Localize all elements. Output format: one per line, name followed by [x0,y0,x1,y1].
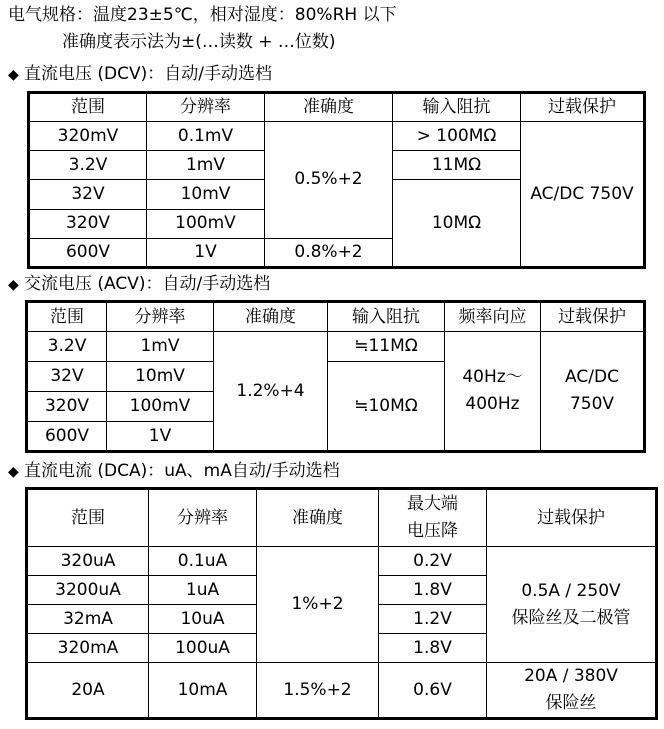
diamond-bullet-icon: ◆ [8,67,19,83]
dcv-range: 320mV [29,122,147,151]
dca-drop: 0.2V [379,547,487,576]
dcv-heading [8,63,272,86]
dcv-range: 32V [29,180,147,209]
dcv-res: 1mV [147,151,265,180]
dca-res: 10uA [149,605,257,634]
acv-acc: 1.2%+4 [214,332,328,452]
dca-header-drop-line1: 最大端 [407,494,458,514]
dcv-header-res: 分辨率 [147,93,265,122]
dcv-res: 0.1mV [147,122,265,151]
dca-res: 0.1uA [149,547,257,576]
dca-drop: 1.8V [379,576,487,605]
acv-header-overload: 过载保护 [541,302,645,332]
dca-res: 100uA [149,634,257,663]
dca-overload-a-line1: 0.5A / 250V [521,580,621,601]
dca-res: 10mA [149,663,257,719]
dca-overload-b-line1: 20A / 380V [524,666,618,686]
acv-table [25,300,646,453]
dca-drop: 0.6V [379,663,487,719]
acv-range: 3.2V [27,332,107,362]
diamond-bullet-icon: ◆ [8,277,19,293]
acv-imp-a: ≒11MΩ [328,332,445,362]
diamond-bullet-icon: ◆ [8,464,19,480]
acv-header-range: 范围 [27,302,107,332]
dcv-acc-a: 0.5%+2 [265,122,393,239]
dca-acc-a: 1%+2 [257,547,379,663]
acv-header-freq: 频率向应 [445,302,541,332]
dcv-header-overload: 过载保护 [521,93,645,122]
dca-res: 1uA [149,576,257,605]
dca-range: 320uA [27,547,149,576]
dcv-range: 320V [29,209,147,238]
acv-imp-b: ≒10MΩ [328,362,445,452]
dca-acc-b: 1.5%+2 [257,663,379,719]
dca-header-drop-line2: 电压降 [407,521,458,541]
dcv-imp-b: 11MΩ [393,151,521,180]
dca-table [25,487,658,720]
acv-res: 100mV [107,392,214,422]
dcv-table [27,91,646,269]
acv-freq [445,332,541,452]
dcv-header-imp: 输入阻抗 [393,93,521,122]
dca-drop: 1.2V [379,605,487,634]
acv-res: 1mV [107,332,214,362]
acv-freq-line2: 400Hz [465,394,520,414]
dca-range: 3200uA [27,576,149,605]
dca-header-drop [379,489,487,547]
dca-header-res: 分辨率 [149,489,257,547]
dcv-range: 3.2V [29,151,147,180]
dca-drop: 1.8V [379,634,487,663]
acv-res: 10mV [107,362,214,392]
dcv-res: 1V [147,238,265,267]
dcv-header-acc: 准确度 [265,93,393,122]
dca-heading [8,460,340,483]
dcv-imp-a: > 100MΩ [393,122,521,151]
acv-heading [8,273,270,296]
dca-overload-a [487,547,657,663]
dcv-range: 600V [29,238,147,267]
acv-res: 1V [107,422,214,452]
dca-header-acc: 准确度 [257,489,379,547]
acv-header-imp: 输入阻抗 [328,302,445,332]
dca-overload-b [487,663,657,719]
dcv-title: 直流电压 (DCV)：自动/手动选档 [24,64,272,84]
dca-overload-b-line2: 保险丝 [545,693,597,713]
spec-line-2: 准确度表示法为±(…读数 + …位数) [62,32,336,52]
acv-overload-line1: AC/DC [565,367,619,387]
dcv-acc-b: 0.8%+2 [265,238,393,267]
dcv-imp-c: 10MΩ [393,180,521,268]
acv-range: 32V [27,362,107,392]
dca-header-range: 范围 [27,489,149,547]
acv-range: 320V [27,392,107,422]
dca-range: 20A [27,663,149,719]
acv-title: 交流电压 (ACV)：自动/手动选档 [24,274,271,294]
dcv-res: 100mV [147,209,265,238]
acv-overload [541,332,645,452]
acv-header-acc: 准确度 [214,302,328,332]
dca-header-overload: 过载保护 [487,489,657,547]
dcv-overload: AC/DC 750V [521,122,645,268]
acv-freq-line1: 40Hz～ [462,367,523,387]
dcv-header-range: 范围 [29,93,147,122]
dca-overload-a-line2: 保险丝及二极管 [511,607,631,628]
acv-header-res: 分辨率 [107,302,214,332]
acv-range: 600V [27,422,107,452]
dca-range: 320mA [27,634,149,663]
dca-title: 直流电流 (DCA)：uA、mA自动/手动选档 [24,461,340,481]
dcv-res: 10mV [147,180,265,209]
dca-range: 32mA [27,605,149,634]
spec-line-1: 电气规格：温度23±5℃，相对湿度：80%RH 以下 [8,5,397,25]
acv-overload-line2: 750V [569,394,615,414]
